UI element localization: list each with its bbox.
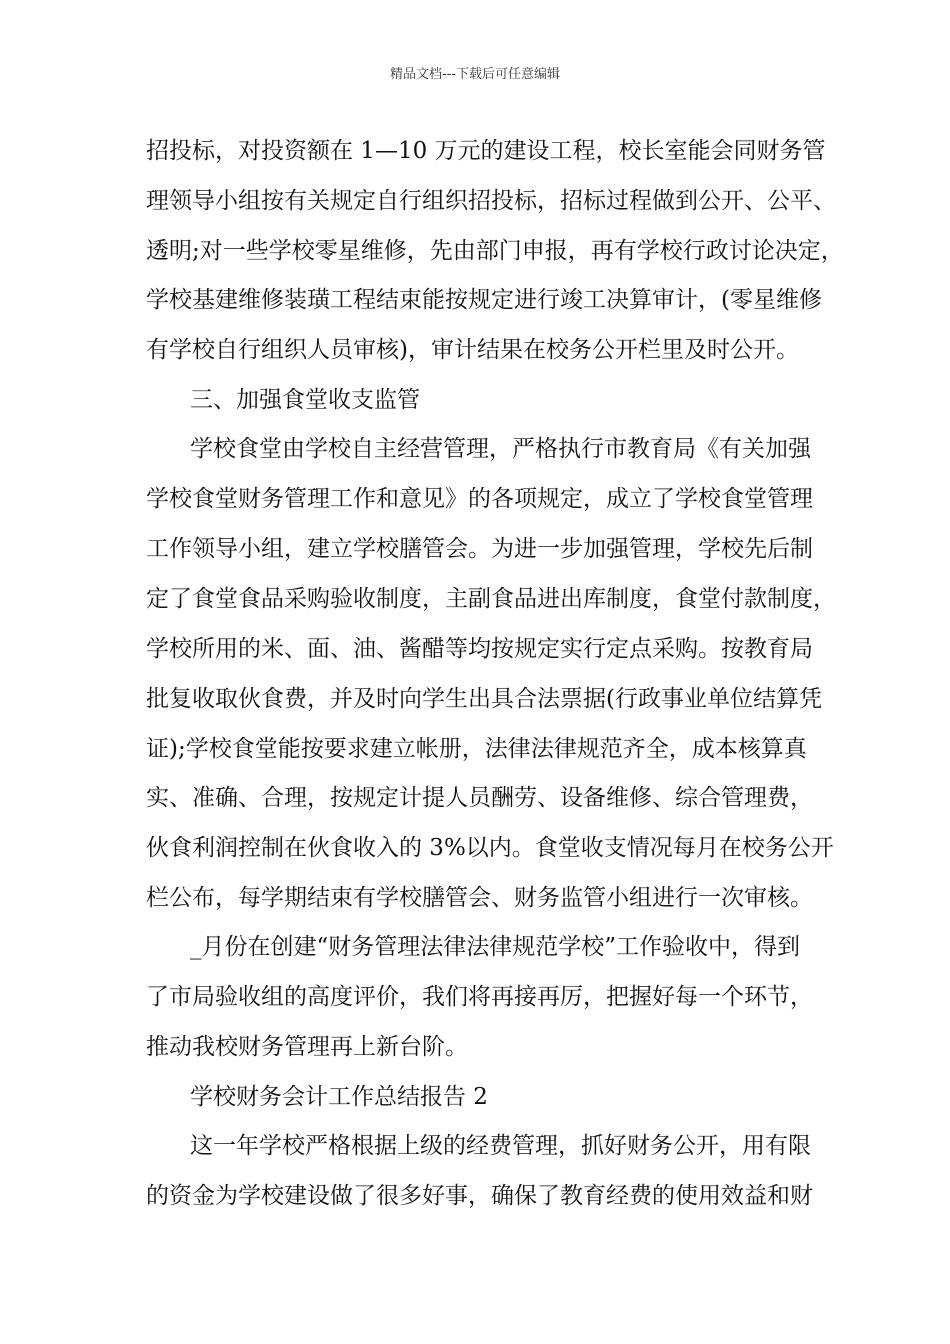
page-header: 精品文档---下载后可任意编辑 [389,67,561,82]
section-heading: 三、加强食堂收支监管 [190,387,420,413]
text-line: _月份在创建“财务管理法律法律规范学校”工作验收中，得到 [190,934,801,960]
text-line: 的资金为学校建设做了很多好事，确保了教育经费的使用效益和财 [146,1183,813,1209]
text-line: 学校食堂由学校自主经营管理，严格执行市教育局《有关加强 [190,436,811,462]
text-line: 推动我校财务管理再上新台阶。 [146,1034,468,1060]
text-line: 伙食利润控制在伙食收入的 3%以内。食堂收支情况每月在校务公开 [146,835,834,861]
text-line: 栏公布，每学期结束有学校膳管会、财务监管小组进行一次审核。 [146,885,813,911]
text-line: 招投标，对投资额在 1—10 万元的建设工程，校长室能会同财务管 [146,138,826,164]
text-line: 证);学校食堂能按要求建立帐册，法律法律规范齐全，成本核算真 [146,736,807,762]
text-line: 这一年学校严格根据上级的经费管理，抓好财务公开，用有限 [190,1133,811,1159]
text-line: 学校食堂财务管理工作和意见》的各项规定，成立了学校食堂管理 [146,486,813,512]
text-line: 工作领导小组，建立学校膳管会。为进一步加强管理，学校先后制 [146,536,813,562]
text-line: 学校所用的米、面、油、酱醋等均按规定实行定点采购。按教育局 [146,636,813,662]
text-line: 定了食堂食品采购验收制度，主副食品进出库制度，食堂付款制度， [146,586,836,612]
text-line: 学校基建维修装璜工程结束能按规定进行竣工决算审计，(零星维修 [146,287,822,313]
text-line: 了市局验收组的高度评价，我们将再接再厉，把握好每一个环节， [146,984,813,1010]
text-line: 理领导小组按有关规定自行组织招投标，招标过程做到公开、公平、 [146,188,836,214]
text-line: 实、准确、合理，按规定计提人员酬劳、设备维修、综合管理费， [146,785,813,811]
section-heading: 学校财务会计工作总结报告 2 [190,1084,488,1110]
text-line: 透明;对一些学校零星维修，先由部门申报，再有学校行政讨论决定， [146,238,844,264]
text-line: 有学校自行组织人员审核)，审计结果在校务公开栏里及时公开。 [146,337,799,363]
text-line: 批复收取伙食费，并及时向学生出具合法票据(行政事业单位结算凭 [146,686,822,712]
